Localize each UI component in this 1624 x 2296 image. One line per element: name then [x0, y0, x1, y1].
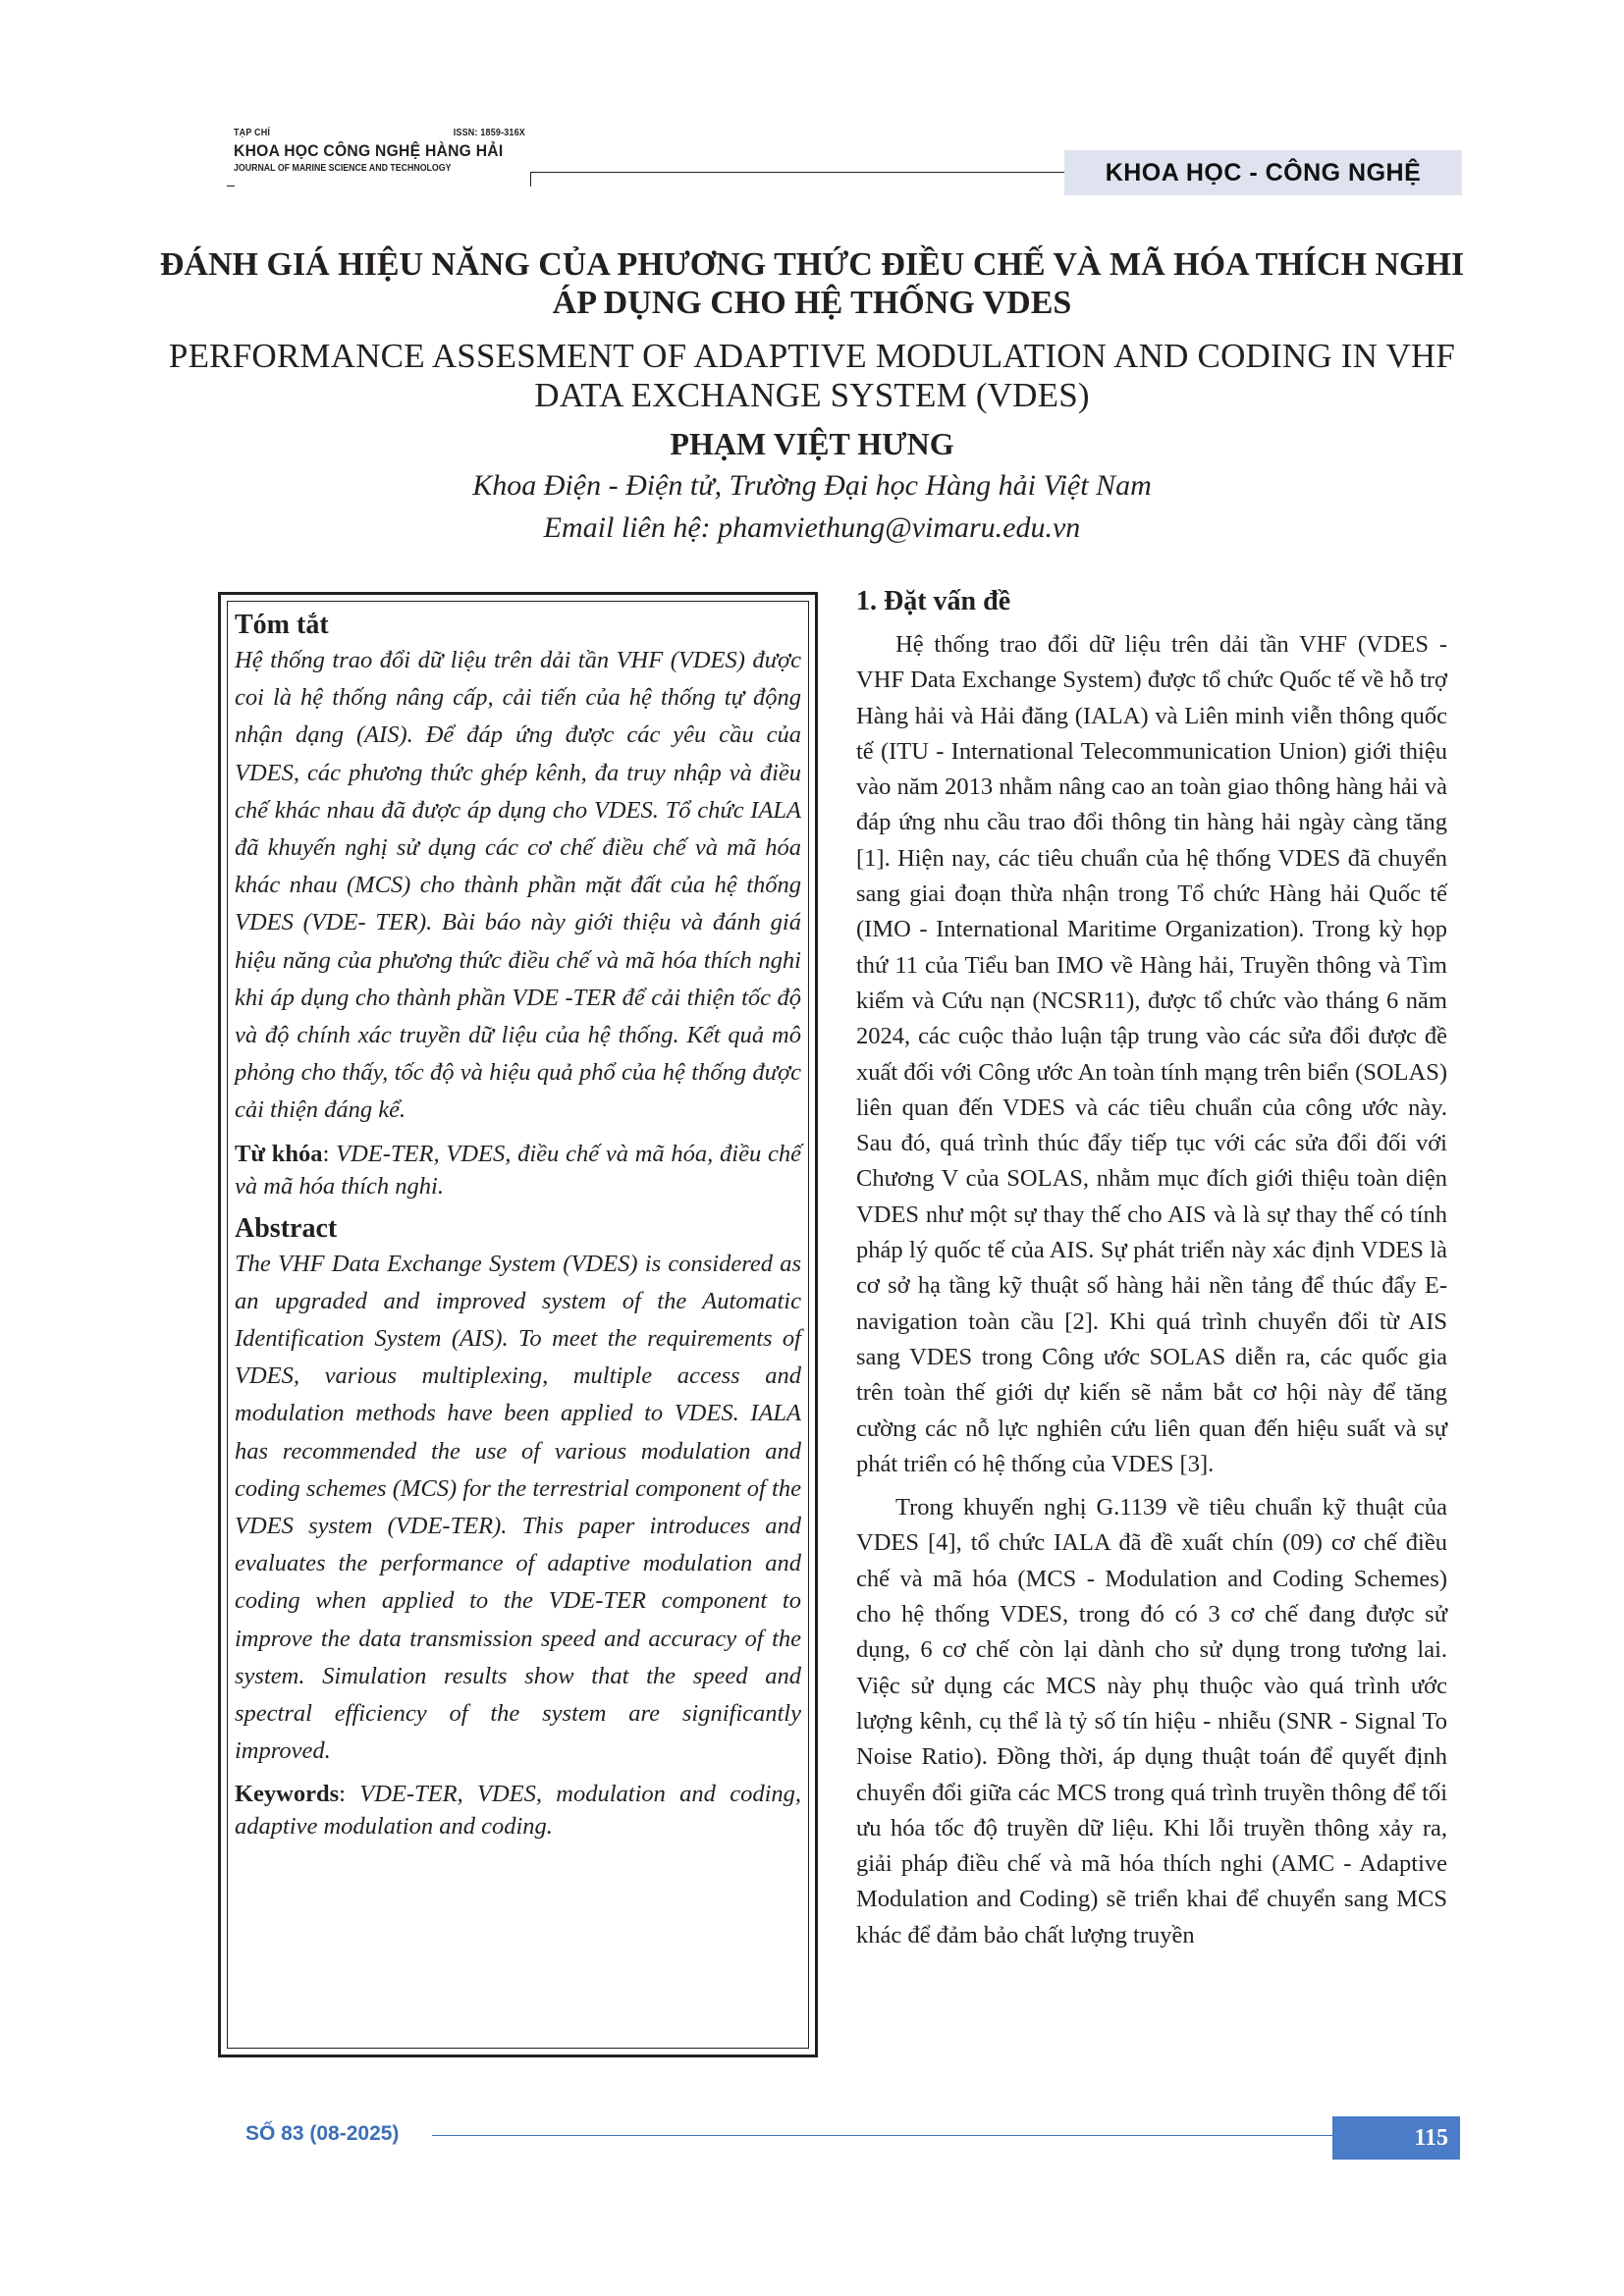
keywords-en-text: VDE-TER, VDES, modulation and coding, adaptive modulation and coding.	[235, 1781, 801, 1841]
keywords-en: Keywords: VDE-TER, VDES, modulation and coding, adaptive modulation and coding.	[235, 1781, 801, 1841]
title-english: PERFORMANCE ASSESMENT OF ADAPTIVE MODULATION AND CODING IN VHF DATA EXCHANGE SYSTEM (VDES)	[168, 337, 1456, 414]
abstract-vi-text: Hệ thống trao đổi dữ liệu trên dải tần VHF (VDES) được coi là hệ thống nâng cấp, cải tiến của hệ thống tự động nhận dạng (AIS). Để đáp ứng được các yêu cầu của VDES, các phương thức ghép kênh, đa truy nhập và điều chế khác nhau đã được áp dụng cho VDES. Tổ chức IALA đã khuyến nghị sử dụng các cơ chế điều chế và mã hóa khác nhau (MCS) cho thành phần mặt đất của hệ thống VDES (VDE- TER). Bài báo này giới thiệu và đánh giá hiệu năng của phương thức điều chế và mã hóa thích nghi khi áp dụng cho thành phần VDE -TER để cải thiện tốc độ và độ chính xác truyền dữ liệu của hệ thống. Kết quả mô phỏng cho thấy, tốc độ và hiệu quả phổ của hệ thống được cải thiện đáng kể.	[235, 647, 801, 1124]
journal-name-vi: KHOA HỌC CÔNG NGHỆ HÀNG HẢI	[234, 141, 504, 160]
footer-issue: SỐ 83 (08-2025)	[245, 2122, 400, 2145]
title-vietnamese: ĐÁNH GIÁ HIỆU NĂNG CỦA PHƯƠNG THỨC ĐIỀU CHẾ VÀ MÃ HÓA THÍCH NGHI ÁP DỤNG CHO HỆ THỐNG VDES	[159, 246, 1465, 321]
author-name: PHẠM VIỆT HƯNG	[670, 426, 954, 461]
journal-name-en: JOURNAL OF MARINE SCIENCE AND TECHNOLOGY	[234, 163, 452, 174]
masthead-dash	[227, 186, 235, 187]
author-email: Email liên hệ: phamviethung@vimaru.edu.vn	[543, 511, 1081, 544]
abstract-en-text: The VHF Data Exchange System (VDES) is considered as an upgraded and improved system of the Automatic Identification System (AIS). To meet the requirements of VDES, various multiplexing, multiple access and modulation methods have been applied to VDES. IALA has recommended the use of various modulation and coding schemes (MCS) for the terrestrial component of the VDES system (VDE-TER). This paper introduces and evaluates the performance of adaptive modulation and coding when applied to the VDE-TER component to improve the data transmission speed and accuracy of the system. Simulation results show that the speed and spectral efficiency of the system are significantly improved.	[235, 1250, 801, 1765]
keywords-vi: Từ khóa: VDE-TER, VDES, điều chế và mã hóa, điều chế và mã hóa thích nghi.	[235, 1140, 801, 1200]
body-column	[856, 584, 1447, 1961]
author-affiliation: Khoa Điện - Điện tử, Trường Đại học Hàng hải Việt Nam	[472, 469, 1152, 502]
page-number: 115	[1332, 2116, 1460, 2160]
abstract-vi-heading: Tóm tắt	[235, 610, 329, 640]
journal-masthead	[234, 128, 538, 174]
abstract-box	[218, 592, 818, 2057]
journal-prefix: TẠP CHÍ	[234, 128, 271, 138]
footer-rule	[432, 2135, 1332, 2136]
section-label: KHOA HỌC - CÔNG NGHỆ	[1064, 150, 1462, 195]
keywords-en-label: Keywords	[235, 1781, 340, 1808]
abstract-en-heading: Abstract	[235, 1212, 338, 1244]
body-paragraph-1: Hệ thống trao đổi dữ liệu trên dải tần VHF (VDES - VHF Data Exchange System) được tổ chức Quốc tế về hỗ trợ Hàng hải và Hải đăng (IALA) và Liên minh viễn thông quốc tế (ITU - International Telecommunication Union) giới thiệu vào năm 2013 nhằm nâng cao an toàn giao thông hàng hải và đáp ứng nhu cầu trao đổi thông tin hàng hải ngày càng tăng [1]. Hiện nay, các tiêu chuẩn của hệ thống VDES đã chuyển sang giai đoạn thừa nhận trong Tổ chức Hàng hải Quốc tế (IMO - International Maritime Organization). Trong kỳ họp thứ 11 của Tiểu ban IMO về Hàng hải, Truyền thông và Tìm kiếm và Cứu nạn (NCSR11), được tổ chức vào tháng 6 năm 2024, các cuộc thảo luận tập trung vào các sửa đổi được đề xuất đối với Công ước An toàn tính mạng trên biển (SOLAS) liên quan đến VDES và các tiêu chuẩn của công ước này. Sau đó, quá trình thúc đẩy tiếp tục với các sửa đổi đối với Chương V của SOLAS, nhằm mục đích giới thiệu toàn diện VDES như một sự thay thế cho AIS và là sự thay thế có tính pháp lý quốc tế của AIS. Sự phát triển này xác định VDES là cơ sở hạ tầng kỹ thuật số hàng hải nền tảng để thúc đẩy E-navigation toàn cầu [2]. Khi quá trình chuyển đổi từ AIS sang VDES trong Công ước SOLAS diễn ra, các quốc gia trên toàn thế giới dự kiến sẽ nắm bắt cơ hội này để tăng cường các nỗ lực nghiên cứu liên quan đến hiệu suất và sự phát triển có hệ thống của VDES [3].	[856, 631, 1447, 1477]
section-1-heading: 1. Đặt vấn đề	[856, 586, 1011, 616]
abstract-content	[235, 609, 801, 1852]
keywords-vi-label: Từ khóa	[235, 1140, 323, 1167]
masthead-bracket	[530, 172, 537, 187]
body-paragraph-2: Trong khuyến nghị G.1139 về tiêu chuẩn kỹ thuật của VDES [4], tổ chức IALA đã đề xuất chín (09) cơ chế điều chế và mã hóa (MCS - Modulation and Coding Schemes) cho hệ thống VDES, trong đó có 3 cơ chế đang được sử dụng, 6 cơ chế còn lại dành cho sử dụng trong tương lai. Việc sử dụng các MCS này phụ thuộc vào quá trình ước lượng kênh, cụ thể là tỷ số tín hiệu - nhiễu (SNR - Signal To Noise Ratio). Đồng thời, áp dụng thuật toán để quyết định chuyển đổi giữa các MCS trong quá trình truyền thông để tối ưu hóa tốc độ truyền dữ liệu. Khi lỗi truyền thông xảy ra, giải pháp điều chế và mã hóa thích nghi (AMC - Adaptive Modulation and Coding) sẽ triển khai để chuyển sang MCS khác để đảm bảo chất lượng truyền	[856, 1494, 1447, 1949]
journal-issn: ISSN: 1859-316X	[453, 128, 525, 138]
keywords-vi-text: VDE-TER, VDES, điều chế và mã hóa, điều chế và mã hóa thích nghi.	[235, 1140, 801, 1200]
header-rule	[536, 172, 1064, 173]
masthead-top-row	[234, 128, 525, 138]
